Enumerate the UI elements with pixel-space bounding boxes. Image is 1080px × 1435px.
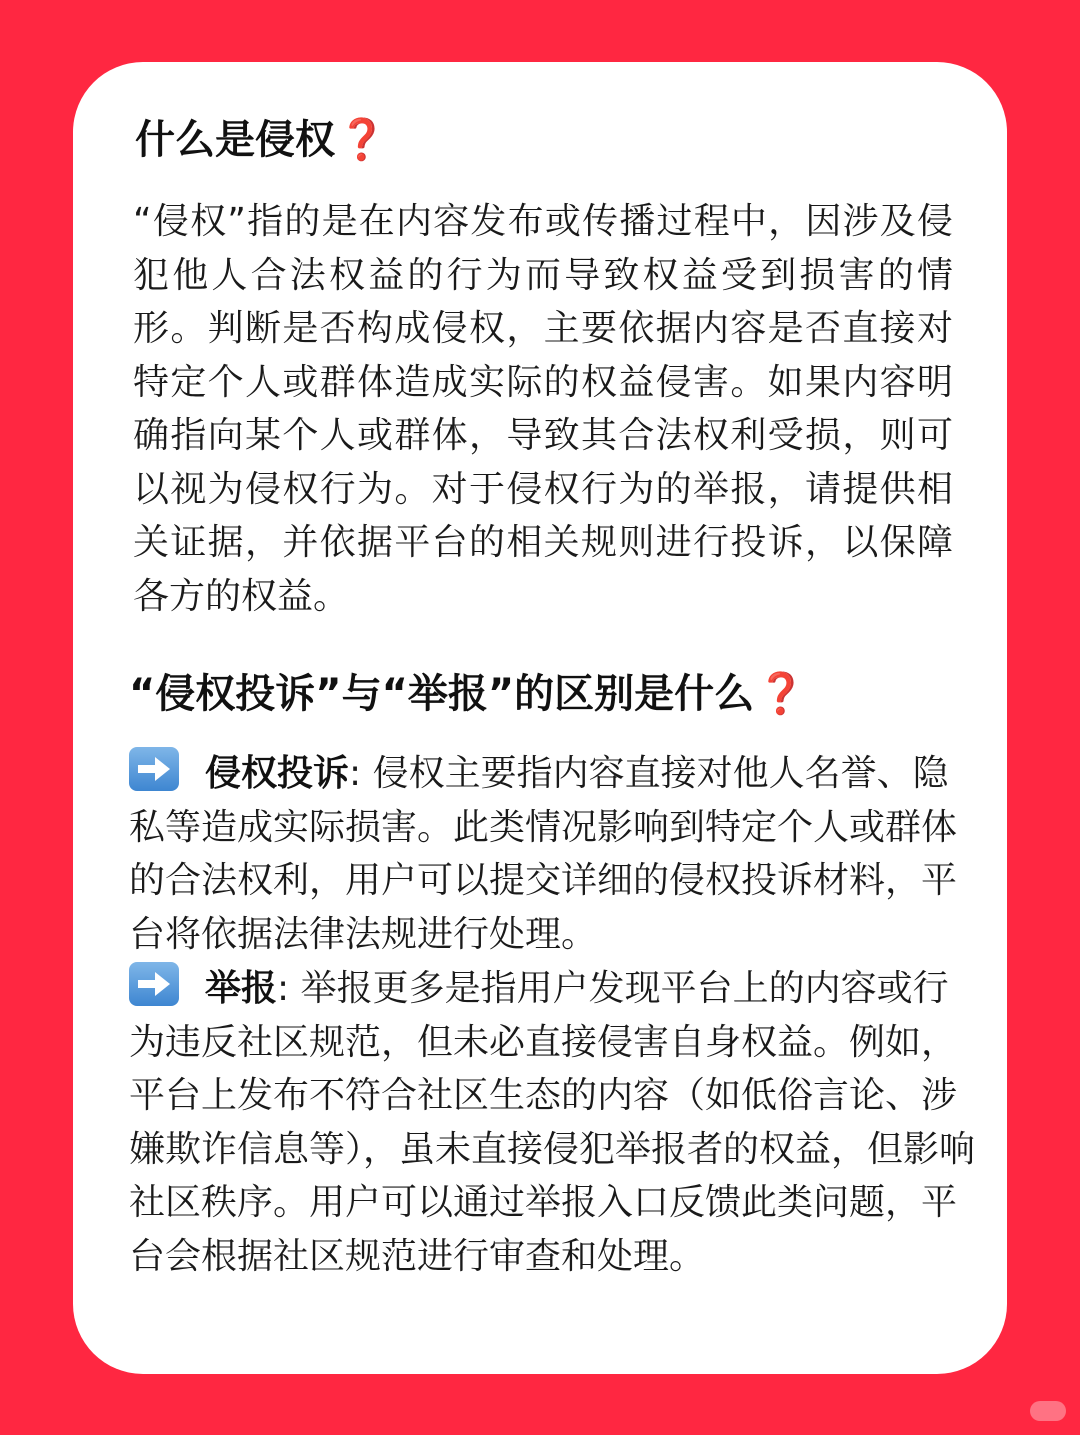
item-separator: : [277, 968, 290, 1009]
right-arrow-icon [129, 962, 179, 1006]
item-separator: : [349, 753, 362, 794]
item-term: 侵权投诉 [205, 753, 350, 794]
question-mark-icon: ❓ [756, 671, 806, 717]
content-card [73, 62, 1007, 1374]
item-text: 举报更多是指用户发现平台上的内容或行为违反社区规范，但未必直接侵害自身权益。例如，平台上发布不符合社区生态的内容（如低俗言论、涉嫌欺诈信息等），虽未直接侵犯举报者的权益，但影响社区秩序。用户可以通过举报入口反馈此类问题，平台会根据社区规范进行审查和处理。 [129, 968, 976, 1277]
section-1-body: “侵权”指的是在内容发布或传播过程中，因涉及侵犯他人合法权益的行为而导致权益受到损害的情形。判断是否构成侵权，主要依据内容是否直接对特定个人或群体造成实际的权益侵害。如果内容明确指向某个人或群体，导致其合法权利受损，则可以视为侵权行为。对于侵权行为的举报，请提供相关证据，并依据平台的相关规则进行投诉，以保障各方的权益。 [133, 201, 953, 617]
list-item-report [129, 962, 979, 1283]
section-1-heading [135, 112, 387, 168]
section-2-heading [129, 666, 806, 722]
section-1-heading-text: 什么是侵权 [135, 117, 335, 163]
item-text: 侵权主要指内容直接对他人名誉、隐私等造成实际损害。此类情况影响到特定个人或群体的合法权利，用户可以提交详细的侵权投诉材料，平台将依据法律法规进行处理。 [129, 753, 958, 955]
section-2-heading-text: “侵权投诉”与“举报”的区别是什么 [129, 671, 755, 717]
list-item-infringement-complaint [129, 747, 979, 961]
right-arrow-icon [129, 747, 179, 791]
watermark-logo [1030, 1401, 1066, 1421]
item-term: 举报 [205, 968, 278, 1009]
question-mark-icon: ❓ [337, 117, 387, 163]
